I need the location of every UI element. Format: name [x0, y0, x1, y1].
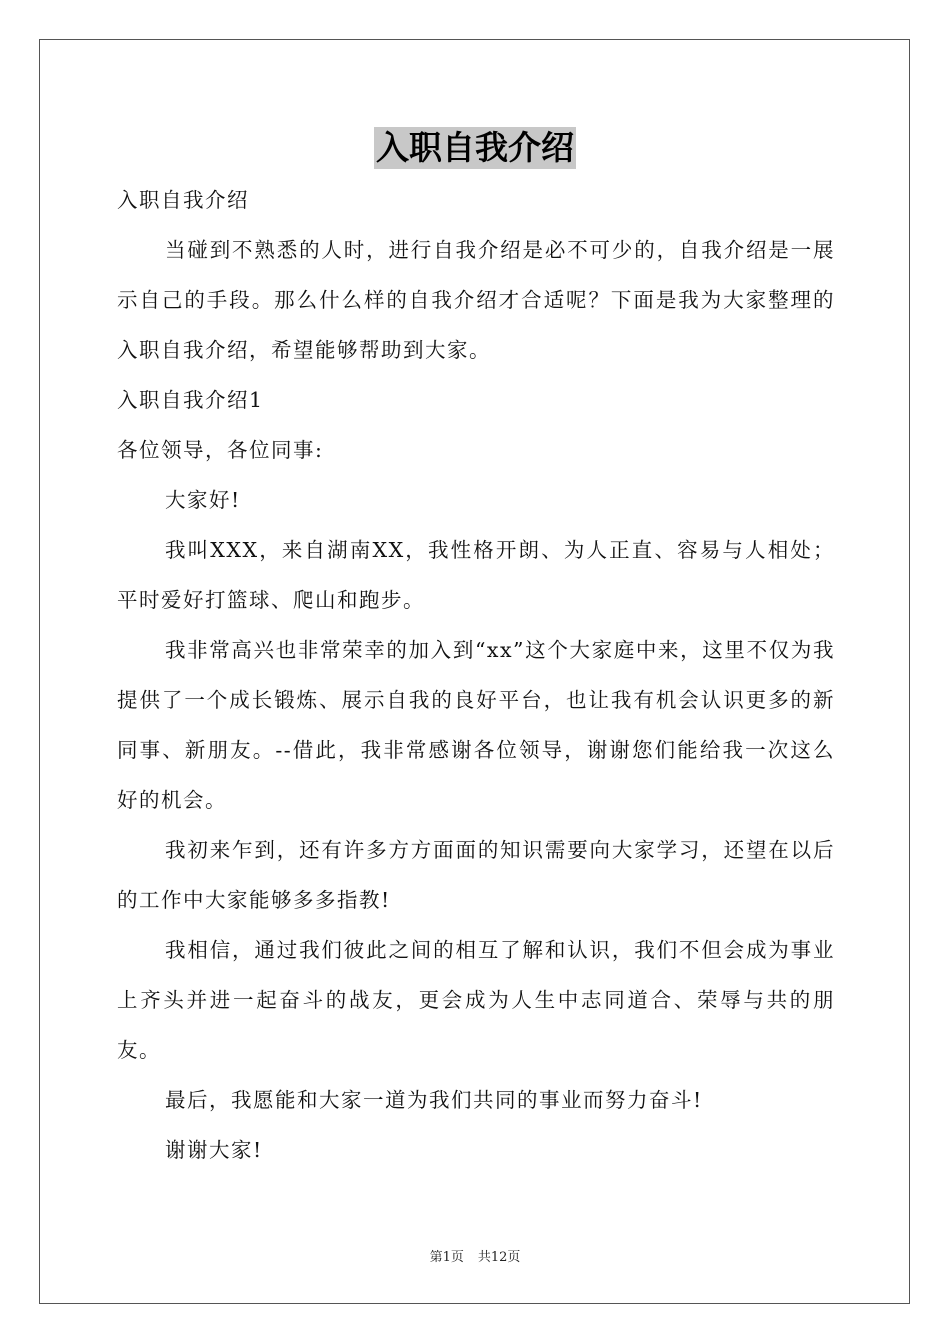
greeting: 大家好!	[165, 488, 241, 512]
salutation: 各位领导，各位同事:	[117, 438, 324, 462]
page-count: 共12页	[477, 1250, 521, 1265]
page-footer	[0, 1246, 950, 1265]
paragraph: 我非常高兴也非常荣幸的加入到“xx”这个大家庭中来，这里不仅为我提供了一个成长锻炼、展示自我的良好平台，也让我有机会认识更多的新同事、新朋友。--借此，我非常感谢各位领导，谢谢您们能给我一次这么好的机会。	[117, 638, 835, 812]
section-heading: 入职自我介绍1	[117, 388, 264, 412]
paragraph: 我叫XXX，来自湖南XX，我性格开朗、为人正直、容易与人相处；平时爱好打篮球、爬山和跑步。	[117, 538, 835, 612]
document-body	[117, 175, 835, 1175]
paragraph: 当碰到不熟悉的人时，进行自我介绍是必不可少的，自我介绍是一展示自己的手段。那么什么样的自我介绍才合适呢？下面是我为大家整理的入职自我介绍，希望能够帮助到大家。	[117, 238, 835, 362]
paragraph: 入职自我介绍	[117, 188, 249, 212]
paragraph: 最后，我愿能和大家一道为我们共同的事业而努力奋斗!	[165, 1088, 703, 1112]
page-number: 第1页	[429, 1250, 464, 1265]
title-container	[0, 127, 950, 169]
paragraph: 我初来乍到，还有许多方方面面的知识需要向大家学习，还望在以后的工作中大家能够多多指教!	[117, 838, 835, 912]
paragraph: 我相信，通过我们彼此之间的相互了解和认识，我们不但会成为事业上齐头并进一起奋斗的战友，更会成为人生中志同道合、荣辱与共的朋友。	[117, 938, 835, 1062]
closing: 谢谢大家!	[165, 1138, 263, 1162]
document-title: 入职自我介绍	[376, 128, 574, 167]
